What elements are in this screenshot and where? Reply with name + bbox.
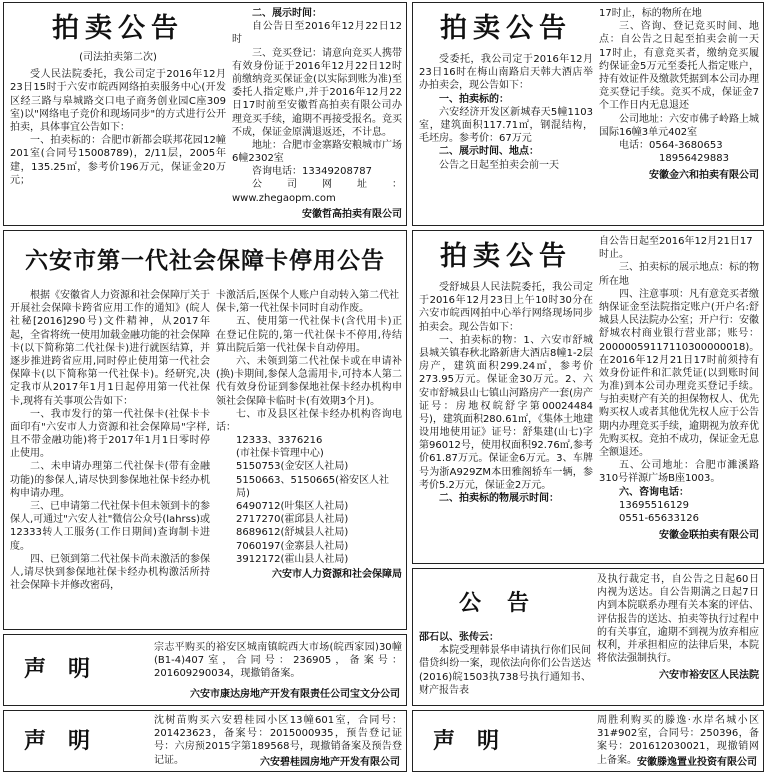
tengyi-title: 声明	[433, 728, 522, 754]
zhegao-viewing-time: 自公告日至2016年12月22日12时	[232, 21, 402, 46]
kangda-signature: 六安市康达房地产开发有限责任公司宝文分公司	[190, 688, 400, 700]
tengyi-text: 周胜利购买的滕逸·水岸名城小区31#902室，合同号：250396，备案号：201612030021，现撤销网上备案。	[597, 715, 759, 766]
zhegao-address: 地址：合肥市金寨路安粮城市广场6幢2302室	[232, 139, 402, 165]
jinlian-lots: 一、拍卖标的物：1、六安市舒城县城关镇春秋北路新唐大酒店8幢1-2层房产，建筑面积299.24㎡，参考价273.95万元。保证金30万元。2、六安市舒城县山七镇山河路房产一套(房产证号：房地权皖舒字第00024484号)，建筑面积280.61㎡，《集体土地建设用地使用证》证号：舒集建(山七)字第96012号，使用权面积92.76㎡,参考价61.87万元。保证金6万元。3、车牌号为浙A929ZM本田雅阁轿车一辆，参考价5.2万元，保证金2万元。	[419, 334, 593, 491]
jinliuhe-viewing-heading: 二、展示时间、地点：	[439, 146, 539, 158]
biguiyuan-text: 沈树苗购买六安碧桂园小区13幢601室，合同号：201423623，备案号：2015000935，预告登记证号：六房预2015字第189568号，现撤销备案及预告登记证。	[154, 715, 402, 766]
social-card-intro: 根据《安徽省人力资源和社会保障厅关于开展社会保障卡跨省应用工作的通知》(皖人社秘[2016]290号)文件精神，从2017年起，全省将统一使用加载金融功能的社会保障卡(以下简称第二代社保卡)进行就医结算，并逐步推进跨省应用,同时停止使用第一代社会保障卡(以下简称第一代社保卡)。经研究,决定我市从2017年1月1日起停用第一代社保卡,现将有关事项公告如下：	[10, 290, 210, 407]
jinlian-viewing-time: 自公告日起至2016年12月21日17时止。	[599, 236, 753, 261]
social-card-title: 六安市第一代社会保障卡停用公告	[25, 247, 385, 274]
jinlian-notes: 四、注意事项：凡有意竞买者缴纳保证金至法院指定账户(开户名:舒城县人民法院办公室；开户行：安徽舒城农村商业银行营业部；账号：20000059117110300000018)。在2016年12月21日17时前须持有效身份证件和汇款凭证(以到账时间为准)到本公司办理竞买登记手续。与拍卖财产有关的担保物权人、优先购买权人或者其他优先权人应于公告期内办理竞买手续，逾期视为放弃优先购买权。竞拍不成功，保证金无息全额退还。	[599, 288, 759, 458]
court-notice-body: 本院受理韩景华申请执行你们民间借贷纠纷一案，现依法向你们公告送达(2016)皖1503执738号执行通知书、财产报告表	[419, 645, 591, 696]
jinlian-address: 五、公司地址：合肥市濉溪路310号祥源广场B座1003。	[599, 460, 759, 485]
jinliuhe-column-right	[599, 7, 759, 221]
zhegao-title: 拍卖公告	[52, 13, 184, 44]
tengyi-signature: 安徽滕逸置业投资有限公司	[637, 756, 757, 768]
social-card-item-4: 四、已领到第二代社保卡尚未激活的参保人,请尽快到参保地社保卡经办机构激活所持社会保障卡并修改密码，	[10, 553, 210, 592]
biguiyuan-title: 声明	[24, 728, 113, 754]
zhegao-column-right	[232, 7, 402, 221]
phone-line: 6490712(叶集区人社局)	[236, 501, 349, 512]
jinliuhe-viewing-cont: 17时止，标的物所在地	[599, 8, 702, 19]
jinlian-viewing-heading: 二、拍卖标的物展示时间：	[439, 493, 559, 504]
jinlian-phone-2: 0551-65633126	[619, 512, 699, 524]
zhegao-website: 公司网址：www.zhegaopm.com	[232, 179, 402, 204]
auction-notice-jinlian	[412, 230, 764, 564]
jinliuhe-column-left	[419, 9, 593, 223]
statement-tengyi	[412, 710, 764, 772]
jinlian-phone-heading: 六、咨询电话：	[619, 486, 689, 498]
phone-line: 5150663、5150665(裕安区人社局)	[236, 474, 389, 499]
court-notice-addressee: 邵石以、张传云：	[419, 632, 499, 643]
zhegao-viewing-heading: 二、展示时间：	[252, 8, 322, 19]
social-card-item-6: 六、未领到第二代社保卡或在申请补(换)卡期间,参保人急需用卡,可持本人第二代有效身份证到参保地社保卡经办机构申领社会保障卡临时卡(有效期3个月)。	[216, 355, 402, 407]
jinliuhe-phone: 电话：0564-3680653	[619, 139, 723, 151]
social-card-item-2: 二、未申请办理第二代社保卡(带有金融功能)的参保人,请尽快到参保地社保卡经办机构申请办理。	[10, 461, 210, 499]
jinlian-column-left	[419, 237, 593, 561]
social-security-card-notice	[3, 230, 407, 630]
zhegao-subtitle: (司法拍卖第二次)	[79, 52, 157, 63]
court-notice-yuan	[412, 568, 764, 706]
auction-notice-zhegao	[3, 2, 407, 226]
social-card-item-3: 三、已申请第二代社保卡但未领到卡的参保人,可通过"六安人社"微信公众号(lahrss)或12333转人工服务(工作日期间)查询制卡进度。	[10, 501, 210, 552]
court-notice-body-cont: 及执行裁定书，自公告之日起60日内视为送达。自公告期满之日起7日内到本院联系办理有关本案的评估、评估报告的送达、拍卖等执行过程中的有关事宜，逾期不到视为放弃相应权利，并承担相应的法律后果，本院将依法强制执行。	[597, 574, 759, 665]
social-card-item-4-cont: 卡激活后,医保个人账户自动转入第二代社保卡,第一代社保卡同时自动作废。	[216, 290, 400, 315]
jinlian-column-right	[599, 235, 759, 561]
zhegao-lot: 一、拍卖标的：合肥市新都会联邦花园12幢201室(合同号15008789)，2/11层，2005年建，135.25㎡，参考价196万元，保证金20万元；	[10, 135, 226, 186]
jinliuhe-intro: 受委托，我公司定于2016年12月23日16时在梅山南路启天韩大酒店举办拍卖会，现公告如下：	[419, 54, 593, 92]
zhegao-column-left	[10, 9, 226, 223]
jinliuhe-address: 公司地址：六安市佛子岭路上城国际16幢3单元402室	[599, 113, 759, 138]
kangda-title: 声明	[24, 656, 113, 682]
jinliuhe-signature: 安徽金六和拍卖有限公司	[649, 170, 759, 182]
court-notice-signature: 六安市裕安区人民法院	[659, 670, 759, 682]
phone-line: 5150753(金安区人社局)	[236, 461, 349, 473]
jinliuhe-mobile: 18956429883	[659, 153, 729, 165]
biguiyuan-signature: 六安碧桂园房地产开发有限公司	[260, 756, 400, 768]
jinliuhe-viewing-time: 公告之日起至拍卖会前一天	[439, 159, 559, 171]
jinlian-intro: 受舒城县人民法院委托，我公司定于2016年12月23日上午10时30分在六安市皖西网拍中心举行网络现场同步拍卖会。现公告如下：	[419, 282, 593, 333]
statement-biguiyuan	[3, 710, 407, 772]
court-notice-column-right	[597, 573, 759, 703]
zhegao-signature: 安徽哲高拍卖有限公司	[302, 208, 402, 220]
phone-line: 2717270(霍邱县人社局)	[236, 514, 349, 526]
court-notice-column-left	[419, 631, 591, 703]
social-card-item-7: 七、市及县区社保卡经办机构咨询电话：	[216, 408, 402, 433]
statement-kangda	[3, 634, 407, 706]
social-card-phone-list	[216, 434, 402, 566]
social-card-column-right	[216, 289, 402, 629]
auction-notice-jinliuhe	[412, 2, 764, 226]
jinliuhe-lot-heading: 一、拍卖标的：	[439, 93, 509, 105]
jinlian-signature: 安徽金联拍卖有限公司	[659, 530, 759, 542]
phone-line: 3912172(霍山县人社局)	[236, 553, 349, 565]
jinliuhe-lot: 六安经济开发区新城春天5幢1103室，建筑面积117.71㎡，钢混结构，毛坯房。参考价：67万元	[419, 106, 593, 145]
social-card-item-5: 五、使用第一代社保卡(含代用卡)正在登记住院的,第一代社保卡不停用,待结算出院后第一代社保卡自动停用。	[216, 316, 402, 354]
zhegao-phone: 咨询电话：13349208787	[252, 166, 372, 178]
jinlian-viewing-place: 三、拍卖标的展示地点：标的物所在地	[599, 262, 759, 287]
phone-line: (市社保卡管理中心)	[236, 448, 324, 460]
kangda-text: 宗志平购买的裕安区城南镇皖西大市场(皖西家园)30幢(B1-4)407室，合同号：236905，备案号：201609290034，现撤销备案。	[154, 642, 402, 680]
jinlian-title: 拍卖公告	[440, 241, 572, 272]
social-card-column-left	[10, 289, 210, 629]
phone-line: 8689612(舒城县人社局)	[236, 527, 349, 539]
jinliuhe-registration: 三、咨询、登记竞买时间、地点：自公告之日起至拍卖会前一天17时止，有意竞买者，缴纳竞买履约保证金5万元至委托人指定账户，持有效证件及缴款凭据到本公司办理竞买登记手续。竞买不成，保证金7个工作日内无息退还	[599, 21, 759, 112]
zhegao-intro: 受人民法院委托，我公司定于2016年12月23日15时于六安市皖西网络拍卖服务中心(开发区经三路与皋城路交口电子商务创业园C座309室)以"网络电子竞价和现场同步"的方式进行公开拍卖，具体事宜公告如下：	[10, 69, 226, 133]
jinliuhe-title: 拍卖公告	[440, 13, 572, 44]
jinlian-phone-1: 13695516129	[619, 499, 689, 511]
zhegao-registration: 三、竞买登记：请意向竞买人携带有效身份证于2016年12月22日12时前缴纳竞买保证金(以实际到账为准)至委托人指定账户,并于2016年12月22日17时前至安徽哲高拍卖有限公司办理竞买手续，逾期不再接受报名。竞买不成，保证金原满退返还，不计息。	[232, 47, 402, 138]
phone-line: 12333、3376216	[236, 435, 323, 447]
phone-line: 7060197(金寨县人社局)	[236, 540, 349, 552]
social-card-item-1: 一、我市发行的第一代社保卡(社保卡卡面印有"六安市人力资源和社会保障局"字样,且不带金融功能)将于2017年1月1日零时停止使用。	[10, 408, 210, 460]
social-card-signature: 六安市人力资源和社会保障局	[272, 568, 402, 580]
court-notice-title: 公告	[459, 590, 556, 616]
